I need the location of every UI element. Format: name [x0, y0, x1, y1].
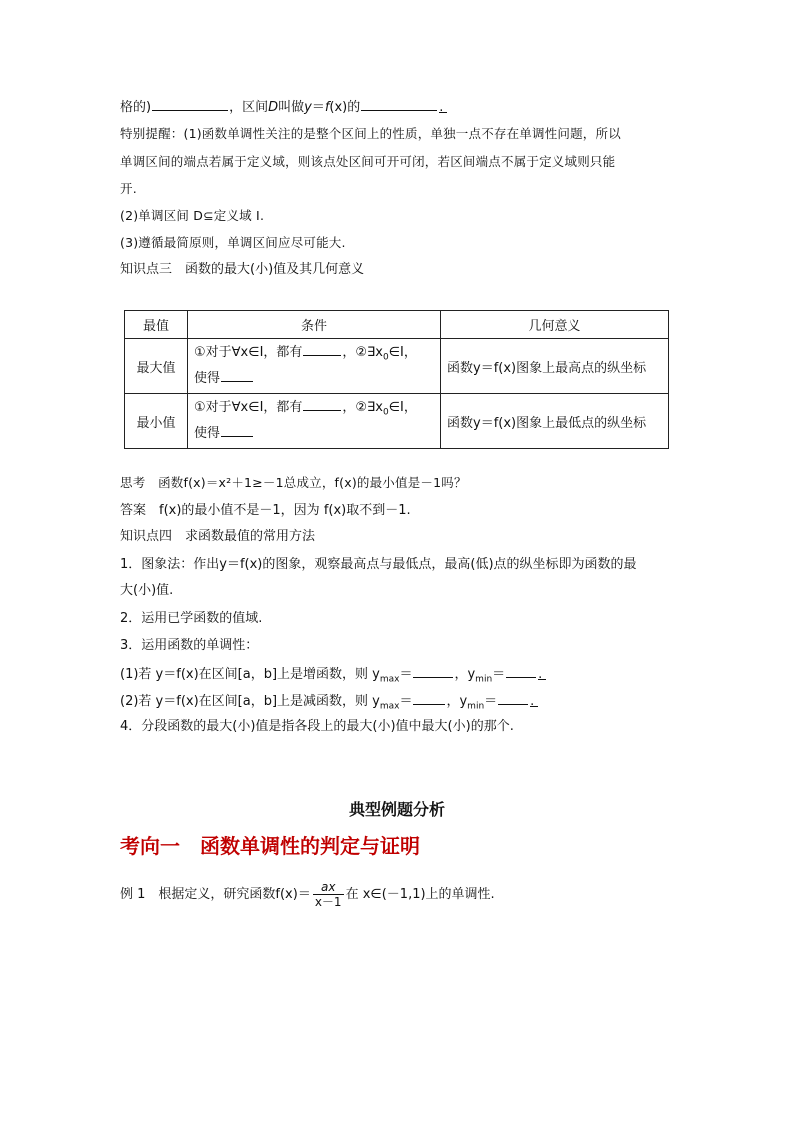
tip-line-5: (3)遵循最简原则，单调区间应尽可能大.	[120, 235, 346, 250]
header-cell: 条件	[188, 311, 441, 339]
period: .	[538, 666, 546, 680]
tip-line-4: (2)单调区间 D⊆定义域 I.	[120, 208, 265, 223]
header-cell: 几何意义	[441, 311, 669, 339]
blank	[413, 691, 445, 705]
blank	[221, 423, 253, 437]
method-3b: (2)若 y＝f(x)在区间[a，b]上是减函数，则 $y_{max}=$ ，$y_{min}=$ .	[120, 691, 539, 716]
topic-title: 考向一 函数单调性的判定与证明	[120, 834, 420, 858]
tip-line-2: 单调区间的端点若属于定义域，则该点处区间可开可闭，若区间端点不属于定义域则只能	[120, 154, 616, 169]
blank	[303, 342, 341, 356]
method-3a: (1)若 y＝f(x)在区间[a，b]上是增函数，则 $y_{max}=$ ，$y_{min}=$ .	[120, 664, 547, 689]
table-row	[125, 339, 669, 394]
method-1b: 大(小)值.	[120, 583, 174, 598]
header-cell: 最值	[125, 311, 188, 339]
kp4-title: 知识点四 求函数最值的常用方法	[120, 529, 316, 544]
section-title: 典型例题分析	[348, 800, 445, 819]
table-header-row	[125, 311, 669, 339]
row-meaning: 函数y＝f(x)图象上最低点的纵坐标	[441, 394, 669, 449]
tip-line-1: 特别提醒：(1)函数单调性关注的是整个区间上的性质，单独一点不存在单调性问题，所以	[120, 126, 621, 141]
blank	[303, 397, 341, 411]
blank	[221, 368, 253, 382]
extremum-table	[124, 310, 669, 449]
method-4: 4．分段函数的最大(小)值是指各段上的最大(小)值中最大(小)的那个.	[120, 719, 514, 734]
blank	[506, 664, 536, 678]
method-2: 2．运用已学函数的值域.	[120, 611, 263, 626]
row-name: 最大值	[125, 339, 188, 394]
blank	[361, 97, 437, 111]
row-meaning: 函数y＝f(x)图象上最高点的纵坐标	[441, 339, 669, 394]
table-row	[125, 394, 669, 449]
line-1: 格的) ，区间D叫做y＝f(x)的 .	[120, 97, 448, 117]
example-1: 例 1 根据定义，研究函数f(x)＝ $\frac{ax}{x-1}$ 在 x∈(－1,1)上的单调性.	[120, 880, 495, 909]
period: .	[439, 99, 447, 113]
row-name: 最小值	[125, 394, 188, 449]
kp3-title: 知识点三 函数的最大(小)值及其几何意义	[120, 262, 365, 277]
row-condition: ①对于∀x∈I，都有 ，$②\exists x_0\in I$， 使得	[188, 394, 441, 449]
fraction: $\frac{ax}{x-1}$	[314, 880, 342, 909]
row-condition: ①对于∀x∈I，都有 ，$②\exists x_0\in I$， 使得	[188, 339, 441, 394]
blank	[498, 691, 528, 705]
tip-line-3: 开.	[120, 181, 137, 196]
method-3: 3．运用函数的单调性：	[120, 638, 259, 653]
blank	[152, 97, 228, 111]
blank	[413, 664, 453, 678]
think-question: 思考 函数f(x)＝x²＋1≥－1总成立，f(x)的最小值是－1吗？	[120, 475, 467, 490]
method-1a: 1．图象法：作出y＝f(x)的图象，观察最高点与最低点，最高(低)点的纵坐标即为函数的最	[120, 557, 637, 572]
period: .	[530, 693, 538, 707]
answer: 答案 f(x)的最小值不是－1，因为 f(x)取不到－1.	[120, 503, 411, 518]
